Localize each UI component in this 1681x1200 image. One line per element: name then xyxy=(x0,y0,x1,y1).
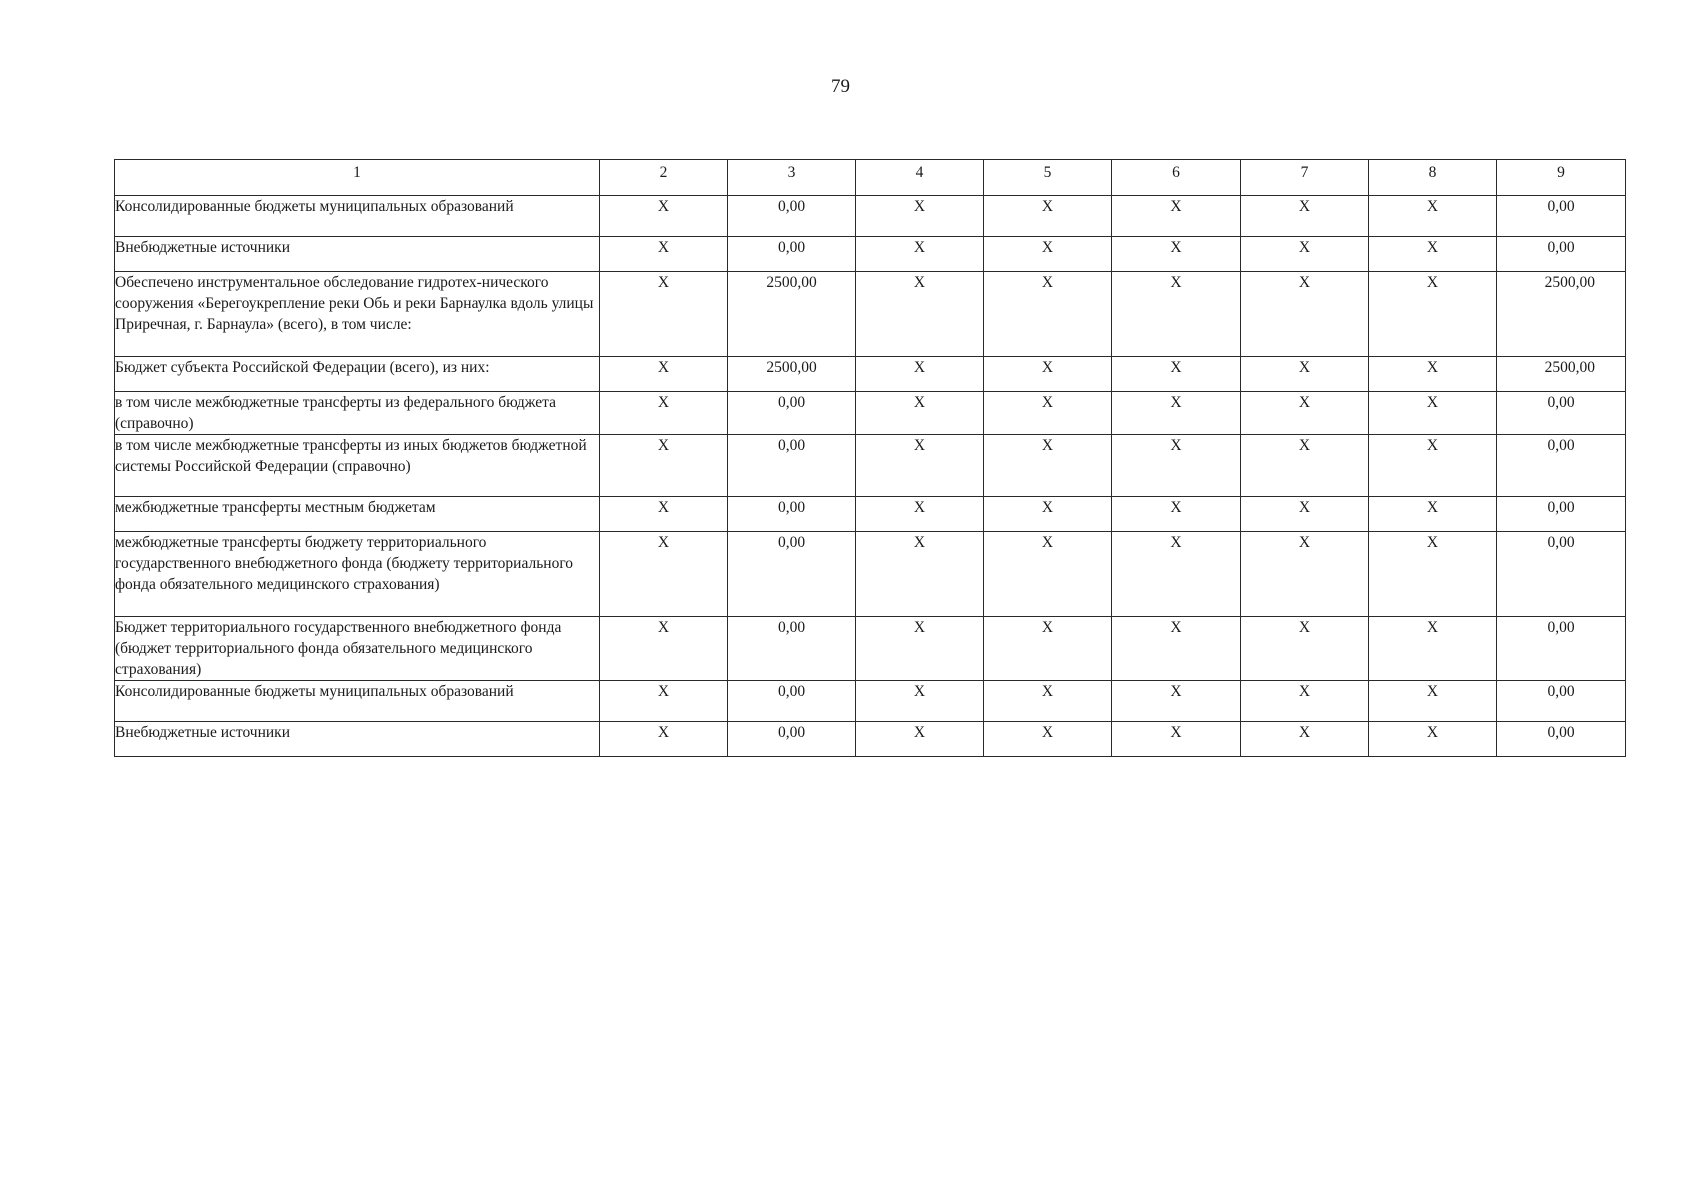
cell-col-9: 2500,00 xyxy=(1497,357,1626,392)
table-row xyxy=(115,681,1626,722)
column-header-5: 5 xyxy=(984,160,1112,196)
cell-col-8: X xyxy=(1369,532,1497,617)
cell-col-4: X xyxy=(856,392,984,435)
row-label: в том числе межбюджетные трансферты из федерального бюджета (справочно) xyxy=(115,392,600,435)
row-label: Внебюджетные источники xyxy=(115,722,600,757)
table-row xyxy=(115,357,1626,392)
cell-col-2: X xyxy=(600,681,728,722)
cell-col-6: X xyxy=(1112,392,1241,435)
table-row xyxy=(115,532,1626,617)
cell-col-8: X xyxy=(1369,392,1497,435)
cell-col-9: 0,00 xyxy=(1497,435,1626,497)
cell-col-6: X xyxy=(1112,617,1241,681)
cell-col-3: 2500,00 xyxy=(728,357,856,392)
cell-col-2: X xyxy=(600,272,728,357)
cell-col-7: X xyxy=(1241,681,1369,722)
cell-col-5: X xyxy=(984,435,1112,497)
cell-col-8: X xyxy=(1369,722,1497,757)
cell-col-4: X xyxy=(856,617,984,681)
row-label: Обеспечено инструментальное обследование гидротех-нического сооружения «Берегоукрепление реки Обь и реки Барнаулка вдоль улицы Приречная, г. Барнаула» (всего), в том числе: xyxy=(115,272,600,357)
table-row xyxy=(115,237,1626,272)
cell-col-9: 0,00 xyxy=(1497,237,1626,272)
cell-col-8: X xyxy=(1369,196,1497,237)
budget-table xyxy=(114,159,1626,757)
table-row xyxy=(115,435,1626,497)
cell-col-4: X xyxy=(856,357,984,392)
cell-col-6: X xyxy=(1112,357,1241,392)
column-header-4: 4 xyxy=(856,160,984,196)
column-header-3: 3 xyxy=(728,160,856,196)
cell-col-3: 0,00 xyxy=(728,237,856,272)
cell-col-9: 0,00 xyxy=(1497,196,1626,237)
column-header-8: 8 xyxy=(1369,160,1497,196)
cell-col-8: X xyxy=(1369,617,1497,681)
cell-col-2: X xyxy=(600,722,728,757)
cell-col-9: 0,00 xyxy=(1497,617,1626,681)
cell-col-5: X xyxy=(984,681,1112,722)
cell-col-8: X xyxy=(1369,681,1497,722)
cell-col-7: X xyxy=(1241,497,1369,532)
cell-col-6: X xyxy=(1112,196,1241,237)
cell-col-2: X xyxy=(600,497,728,532)
cell-col-2: X xyxy=(600,357,728,392)
cell-col-8: X xyxy=(1369,272,1497,357)
table-row xyxy=(115,392,1626,435)
table-row xyxy=(115,497,1626,532)
cell-col-3: 0,00 xyxy=(728,722,856,757)
cell-col-7: X xyxy=(1241,237,1369,272)
row-label: в том числе межбюджетные трансферты из иных бюджетов бюджетной системы Российской Федерации (справочно) xyxy=(115,435,600,497)
cell-col-2: X xyxy=(600,532,728,617)
cell-col-9: 0,00 xyxy=(1497,722,1626,757)
cell-col-7: X xyxy=(1241,196,1369,237)
cell-col-9: 2500,00 xyxy=(1497,272,1626,357)
cell-col-5: X xyxy=(984,237,1112,272)
cell-col-4: X xyxy=(856,435,984,497)
row-label: Консолидированные бюджеты муниципальных образований xyxy=(115,196,600,237)
cell-col-4: X xyxy=(856,196,984,237)
cell-col-9: 0,00 xyxy=(1497,392,1626,435)
cell-col-7: X xyxy=(1241,532,1369,617)
cell-col-3: 0,00 xyxy=(728,435,856,497)
cell-col-6: X xyxy=(1112,237,1241,272)
cell-col-7: X xyxy=(1241,722,1369,757)
cell-col-5: X xyxy=(984,532,1112,617)
cell-col-2: X xyxy=(600,237,728,272)
cell-col-2: X xyxy=(600,617,728,681)
cell-col-7: X xyxy=(1241,617,1369,681)
cell-col-3: 0,00 xyxy=(728,392,856,435)
cell-col-4: X xyxy=(856,237,984,272)
cell-col-7: X xyxy=(1241,435,1369,497)
cell-col-3: 0,00 xyxy=(728,681,856,722)
cell-col-6: X xyxy=(1112,532,1241,617)
cell-col-5: X xyxy=(984,722,1112,757)
cell-col-3: 0,00 xyxy=(728,196,856,237)
cell-col-6: X xyxy=(1112,435,1241,497)
cell-col-6: X xyxy=(1112,497,1241,532)
cell-col-4: X xyxy=(856,722,984,757)
cell-col-6: X xyxy=(1112,722,1241,757)
cell-col-9: 0,00 xyxy=(1497,681,1626,722)
cell-col-8: X xyxy=(1369,357,1497,392)
cell-col-4: X xyxy=(856,532,984,617)
cell-col-4: X xyxy=(856,272,984,357)
cell-col-5: X xyxy=(984,497,1112,532)
cell-col-8: X xyxy=(1369,237,1497,272)
cell-col-5: X xyxy=(984,196,1112,237)
cell-col-6: X xyxy=(1112,272,1241,357)
table-header-row xyxy=(115,160,1626,196)
cell-col-7: X xyxy=(1241,357,1369,392)
row-label: Внебюджетные источники xyxy=(115,237,600,272)
cell-col-3: 0,00 xyxy=(728,532,856,617)
cell-col-2: X xyxy=(600,196,728,237)
column-header-9: 9 xyxy=(1497,160,1626,196)
cell-col-4: X xyxy=(856,497,984,532)
table-row xyxy=(115,272,1626,357)
cell-col-8: X xyxy=(1369,435,1497,497)
column-header-7: 7 xyxy=(1241,160,1369,196)
column-header-6: 6 xyxy=(1112,160,1241,196)
row-label: Консолидированные бюджеты муниципальных образований xyxy=(115,681,600,722)
table-row xyxy=(115,722,1626,757)
row-label: Бюджет территориального государственного внебюджетного фонда (бюджет территориального фонда обязательного медицинского страхования) xyxy=(115,617,600,681)
cell-col-5: X xyxy=(984,357,1112,392)
cell-col-5: X xyxy=(984,392,1112,435)
cell-col-2: X xyxy=(600,392,728,435)
cell-col-4: X xyxy=(856,681,984,722)
column-header-2: 2 xyxy=(600,160,728,196)
row-label: межбюджетные трансферты бюджету территориального государственного внебюджетного фонда (бюджету территориального фонда обязательного медицинского страхования) xyxy=(115,532,600,617)
cell-col-2: X xyxy=(600,435,728,497)
cell-col-7: X xyxy=(1241,392,1369,435)
cell-col-3: 0,00 xyxy=(728,617,856,681)
row-label: Бюджет субъекта Российской Федерации (всего), из них: xyxy=(115,357,600,392)
cell-col-8: X xyxy=(1369,497,1497,532)
cell-col-9: 0,00 xyxy=(1497,532,1626,617)
cell-col-7: X xyxy=(1241,272,1369,357)
cell-col-3: 2500,00 xyxy=(728,272,856,357)
cell-col-3: 0,00 xyxy=(728,497,856,532)
cell-col-5: X xyxy=(984,272,1112,357)
column-header-1: 1 xyxy=(115,160,600,196)
table-row xyxy=(115,196,1626,237)
cell-col-9: 0,00 xyxy=(1497,497,1626,532)
row-label: межбюджетные трансферты местным бюджетам xyxy=(115,497,600,532)
page-number: 79 xyxy=(831,76,850,97)
cell-col-6: X xyxy=(1112,681,1241,722)
table-row xyxy=(115,617,1626,681)
cell-col-5: X xyxy=(984,617,1112,681)
